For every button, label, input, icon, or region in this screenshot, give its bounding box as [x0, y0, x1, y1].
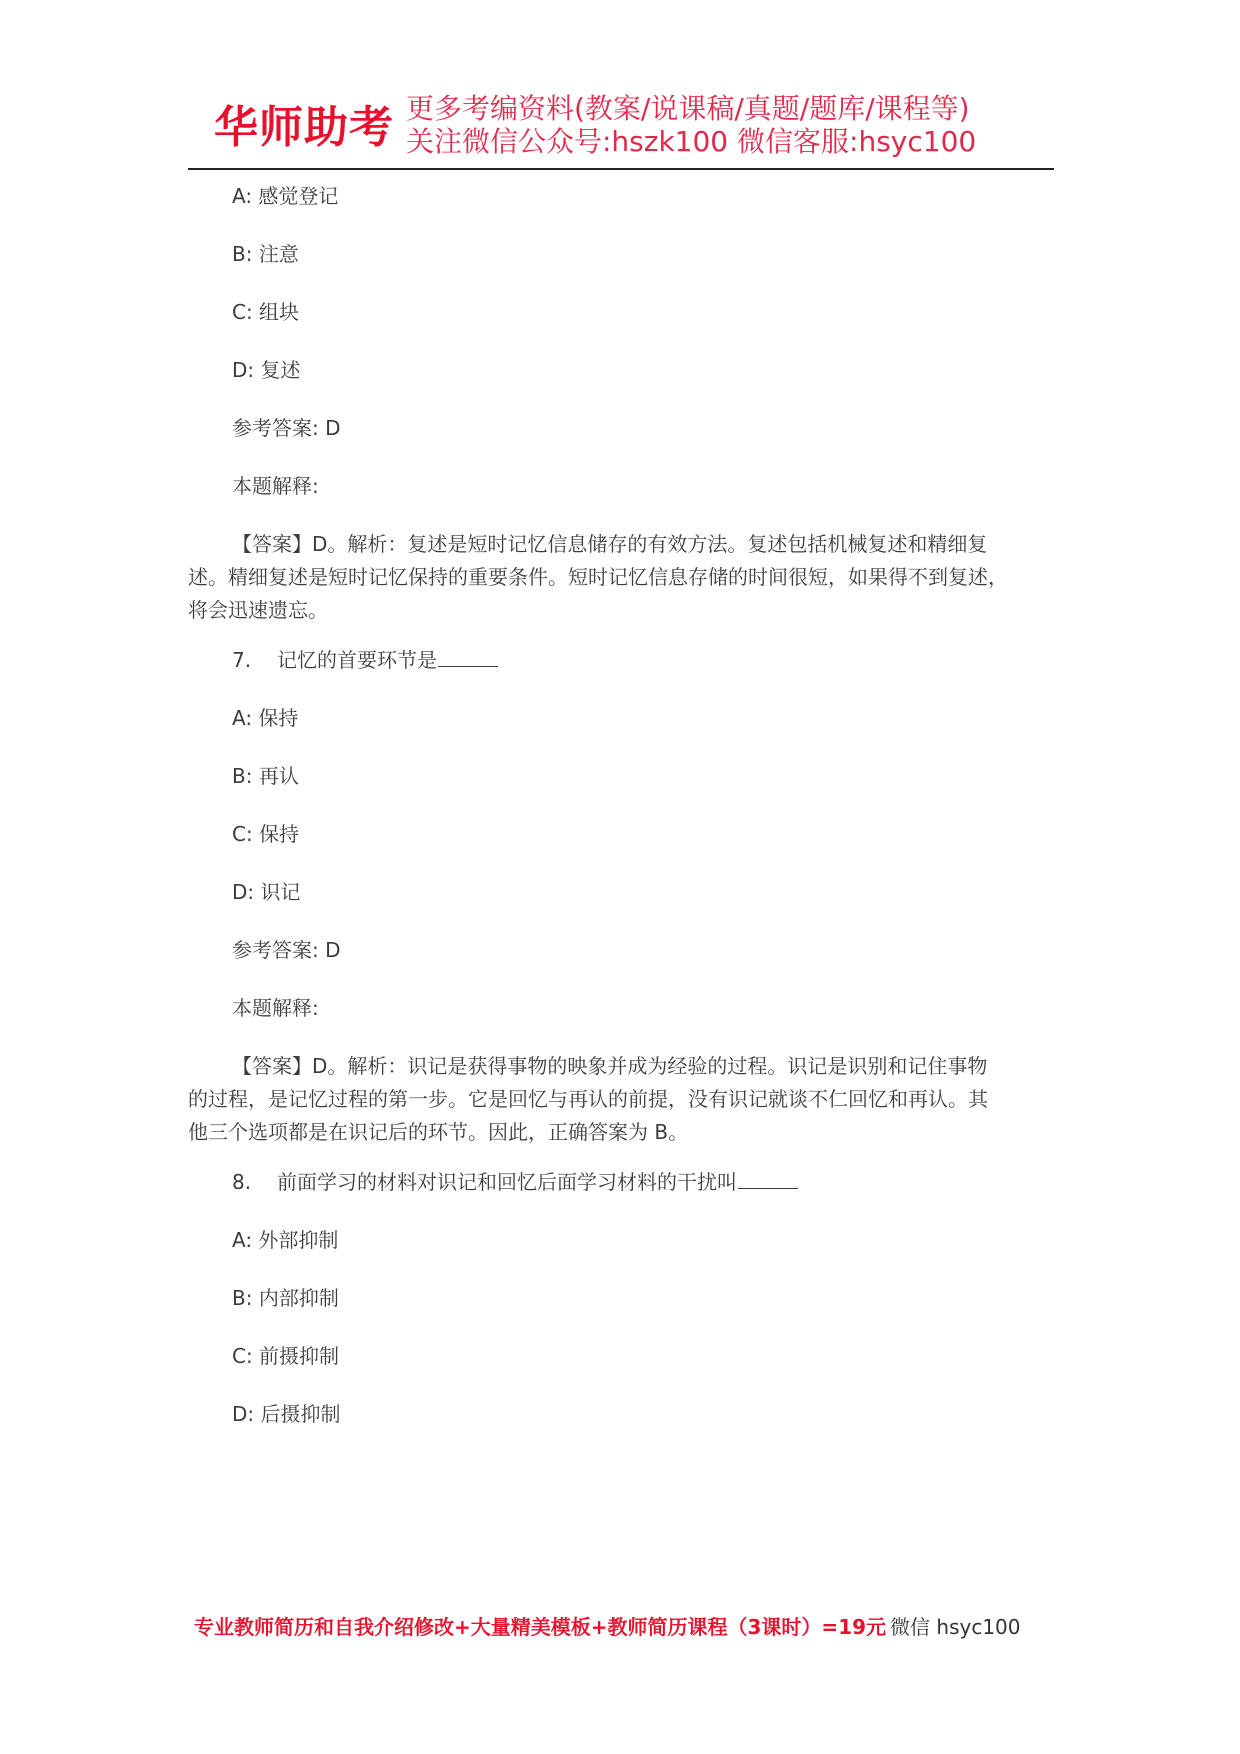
header-divider: [188, 168, 1054, 170]
q7-explanation-label: 本题解释:: [232, 996, 319, 1020]
q8-stem: [232, 1170, 798, 1194]
q8-option-c: C: 前摄抑制: [232, 1344, 340, 1368]
tagline-line-1: 更多考编资料(教案/说课稿/真题/题库/课程等): [406, 92, 970, 125]
footer-ad: [194, 1614, 1021, 1640]
q7-option-c: C: 保持: [232, 822, 300, 846]
q7-option-a: A: 保持: [232, 706, 299, 730]
q7-stem: [232, 648, 498, 672]
header-tagline: [406, 92, 976, 158]
q6-explanation-line: 【答案】D。解析：复述是短时记忆信息储存的有效方法。复述包括机械复述和精细复: [232, 532, 988, 556]
footer-contact: 微信 hsyc100: [890, 1615, 1021, 1639]
brand-logo-text: 华师助考: [214, 102, 394, 153]
q8-option-b: B: 内部抑制: [232, 1286, 339, 1310]
q8-number: 8.: [232, 1170, 252, 1194]
q6-answer: 参考答案: D: [232, 416, 341, 440]
q8-option-d: D: 后摄抑制: [232, 1402, 341, 1426]
q7-option-b: B: 再认: [232, 764, 299, 788]
q7-number: 7.: [232, 648, 252, 672]
q7-answer-blank: [438, 648, 498, 667]
q7-explanation: [188, 1050, 1054, 1149]
q6-option-b: B: 注意: [232, 242, 299, 266]
q7-answer: 参考答案: D: [232, 938, 341, 962]
q7-stem-text: 记忆的首要环节是: [277, 648, 437, 672]
q6-explanation: [188, 528, 1054, 627]
q6-option-a: A: 感觉登记: [232, 184, 339, 208]
q6-option-c: C: 组块: [232, 300, 300, 324]
q7-option-d: D: 识记: [232, 880, 301, 904]
q7-explanation-line: 的过程，是记忆过程的第一步。它是回忆与再认的前提，没有识记就谈不仁回忆和再认。其: [188, 1087, 988, 1111]
footer-promo-text: 专业教师简历和自我介绍修改+大量精美模板+教师简历课程（3课时）=19元: [194, 1615, 887, 1639]
q6-option-d: D: 复述: [232, 358, 301, 382]
header-banner: [188, 92, 1054, 164]
q8-option-a: A: 外部抑制: [232, 1228, 339, 1252]
q6-explanation-label: 本题解释:: [232, 474, 319, 498]
q6-explanation-line: 述。精细复述是短时记忆保持的重要条件。短时记忆信息存储的时间很短，如果得不到复述，: [188, 565, 1008, 589]
q7-explanation-line: 他三个选项都是在识记后的环节。因此，正确答案为 B。: [188, 1120, 689, 1144]
q7-explanation-line: 【答案】D。解析：识记是获得事物的映象并成为经验的过程。识记是识别和记住事物: [232, 1054, 988, 1078]
q8-stem-text: 前面学习的材料对识记和回忆后面学习材料的干扰叫: [277, 1170, 737, 1194]
q8-answer-blank: [738, 1170, 798, 1189]
q6-explanation-line: 将会迅速遗忘。: [188, 598, 328, 622]
tagline-line-2: 关注微信公众号:hszk100 微信客服:hsyc100: [406, 125, 977, 158]
